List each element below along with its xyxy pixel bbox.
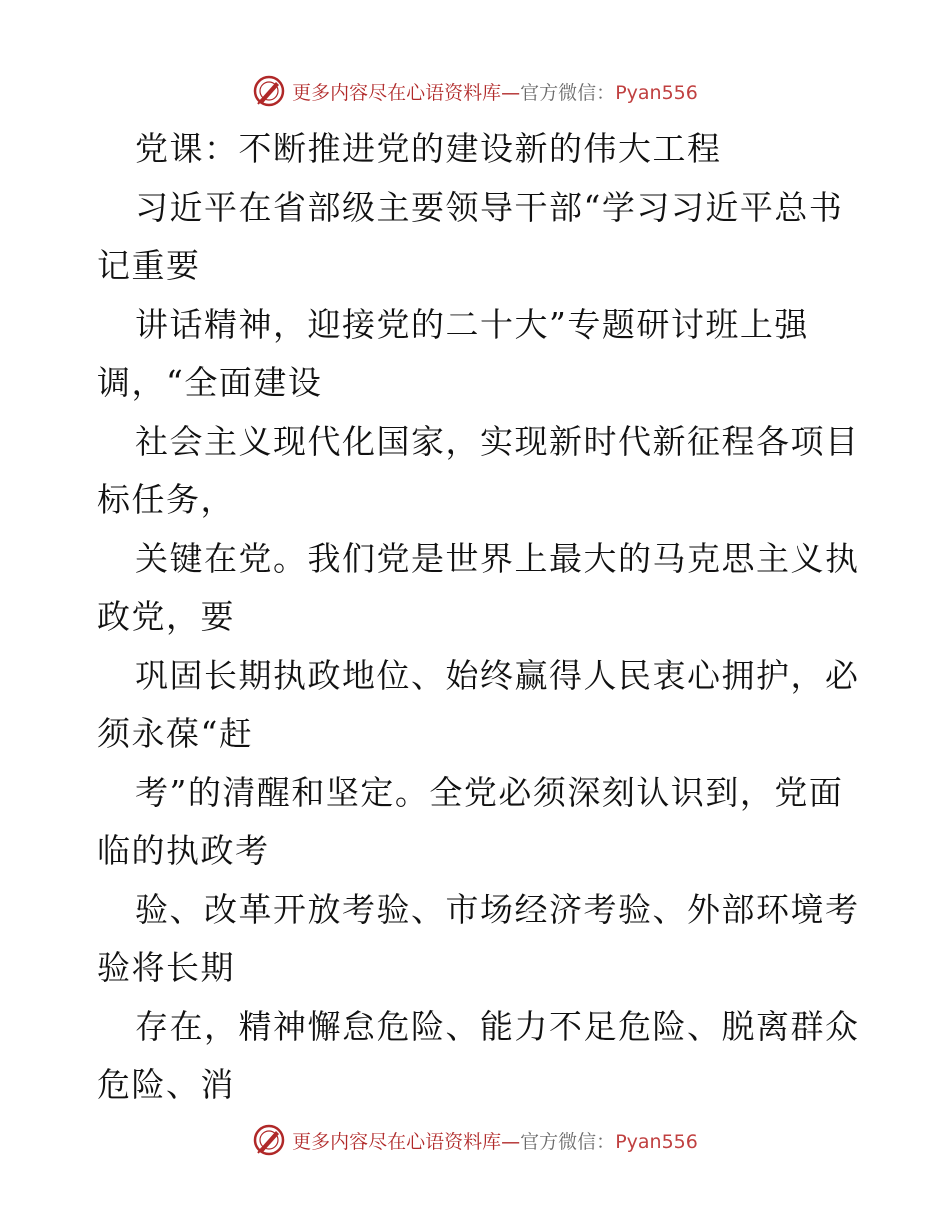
- footer-watermark: [0, 1120, 950, 1160]
- watermark-separator: —: [501, 81, 521, 104]
- paragraph-line: 危险、消: [97, 1065, 235, 1104]
- paragraph-line: 记重要: [97, 246, 201, 285]
- paragraph-line: 临的执政考: [97, 831, 270, 870]
- watermark-text: [292, 1127, 698, 1154]
- paragraph-line: 存在，精神懈怠危险、能力不足危险、脱离群众: [135, 1006, 860, 1046]
- paragraph-line: 验、改革开放考验、市场经济考验、外部环境考: [135, 889, 860, 929]
- paragraph-line: 须永葆“赶: [97, 714, 254, 753]
- feather-pen-logo-icon: [252, 1123, 286, 1157]
- watermark-main-text: 更多内容尽在心语资料库: [292, 1130, 502, 1153]
- paragraph-line: 政党，要: [97, 597, 235, 636]
- watermark-main-text: 更多内容尽在心语资料库: [292, 81, 502, 104]
- feather-pen-logo-icon: [252, 74, 286, 108]
- paragraph-line: 调，“全面建设: [97, 363, 323, 402]
- document-title: 党课：不断推进党的建设新的伟大工程: [135, 129, 722, 168]
- paragraph-line: 社会主义现代化国家，实现新时代新征程各项目: [135, 421, 860, 461]
- header-watermark: [0, 71, 950, 111]
- watermark-wechat-id: Pyan556: [615, 1130, 698, 1153]
- document-body: [97, 120, 860, 1115]
- watermark-wechat-id: Pyan556: [615, 81, 698, 104]
- paragraph-line: 巩固长期执政地位、始终赢得人民衷心拥护，必: [135, 655, 860, 695]
- paragraph-line: 考”的清醒和坚定。全党必须深刻认识到，党面: [135, 772, 844, 812]
- watermark-text: [292, 78, 698, 105]
- watermark-wechat-label: 官方微信：: [520, 1130, 616, 1153]
- paragraph-line: 关键在党。我们党是世界上最大的马克思主义执: [135, 538, 860, 578]
- paragraph-line: 讲话精神，迎接党的二十大”专题研讨班上强: [135, 304, 809, 344]
- watermark-wechat-label: 官方微信：: [520, 81, 616, 104]
- paragraph-line: 标任务，: [97, 480, 235, 519]
- paragraph-line: 习近平在省部级主要领导干部“学习习近平总书: [135, 187, 844, 227]
- watermark-separator: —: [501, 1130, 521, 1153]
- paragraph-line: 验将长期: [97, 948, 235, 987]
